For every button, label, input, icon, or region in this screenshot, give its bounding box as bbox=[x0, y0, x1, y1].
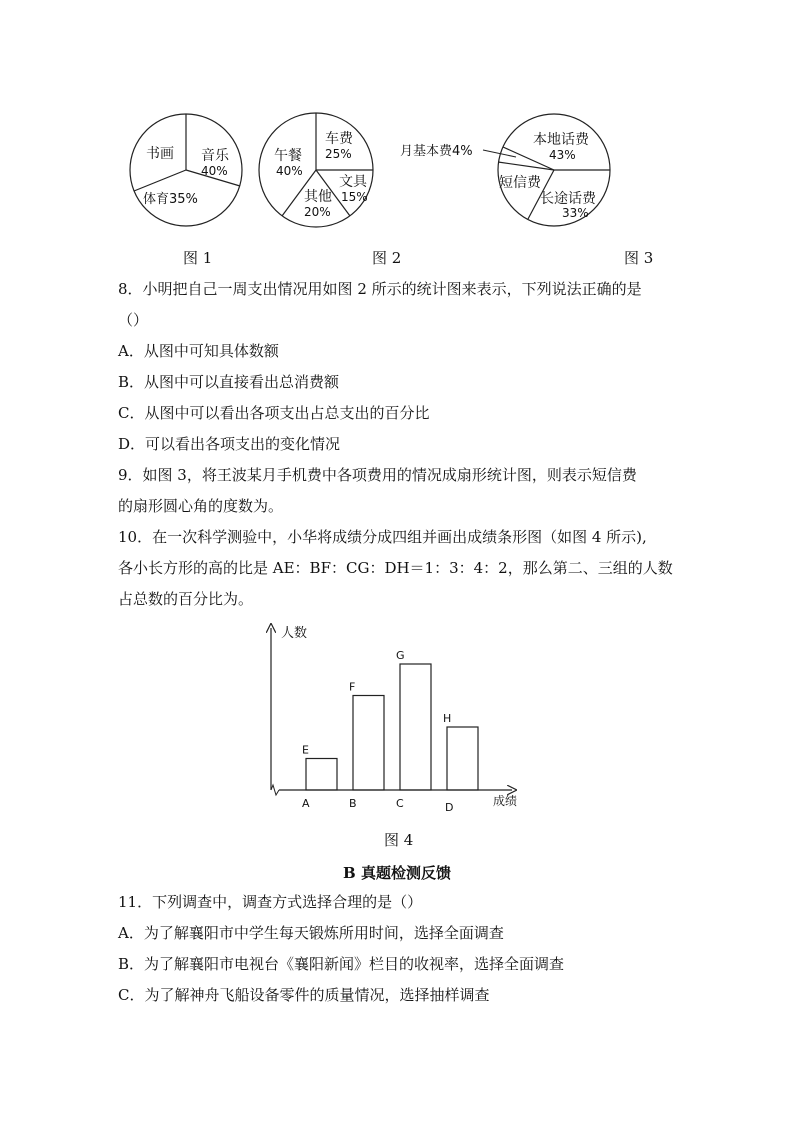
pie2-label-wucan-pct: 40% bbox=[276, 164, 303, 178]
pie2-label-qita-pct: 20% bbox=[304, 205, 331, 219]
q11-stem: 11．下列调查中，调查方式选择合理的是（） bbox=[118, 893, 423, 911]
y-axis-label: 人数 bbox=[281, 626, 308, 641]
pie3-label-duanxin: 短信费 bbox=[499, 175, 541, 191]
pie3-label-bendi-pct: 43% bbox=[549, 148, 576, 162]
category-label-C: C bbox=[396, 797, 404, 810]
pie2-label-wenju-pct: 15% bbox=[341, 190, 368, 204]
caption-fig2: 图 2 bbox=[372, 249, 402, 267]
q11-option-c: C．为了解神舟飞船设备零件的质量情况，选择抽样调查 bbox=[118, 986, 490, 1004]
bar-top-label-E: E bbox=[302, 743, 309, 757]
section-b-heading: B 真题检测反馈 bbox=[343, 864, 451, 882]
pie-chart-fig2 bbox=[259, 113, 373, 227]
bar-D bbox=[447, 727, 478, 790]
pie-charts-row bbox=[0, 0, 794, 240]
bar-B bbox=[353, 696, 384, 791]
q9-line1: 9．如图 3，将王波某月手机费中各项费用的情况成扇形统计图，则表示短信费 bbox=[118, 466, 637, 484]
pie1-label-tiyu: 体育35% bbox=[143, 192, 198, 207]
pie2-label-qita: 其他 bbox=[304, 189, 332, 205]
q8-option-d: D．可以看出各项支出的变化情况 bbox=[118, 435, 341, 453]
pie-chart-fig1 bbox=[130, 114, 242, 226]
x-axis-label: 成绩 bbox=[493, 794, 518, 808]
q8-option-c: C．从图中可以看出各项支出占总支出的百分比 bbox=[118, 404, 430, 422]
pie1-label-shuhua: 书画 bbox=[146, 146, 174, 162]
bar-top-label-G: G bbox=[396, 649, 405, 662]
q8-stem-line1: 8．小明把自己一周支出情况用如图 2 所示的统计图来表示，下列说法正确的是 bbox=[118, 280, 642, 298]
pie2-label-wucan: 午餐 bbox=[274, 148, 302, 164]
bar-C bbox=[400, 664, 431, 790]
caption-fig3: 图 3 bbox=[624, 249, 654, 267]
pie-chart-fig3 bbox=[400, 114, 610, 226]
q9-line2: 的扇形圆心角的度数为。 bbox=[118, 497, 284, 515]
pie1-label-yinyue-pct: 40% bbox=[201, 164, 228, 178]
q10-line1: 10．在一次科学测验中，小华将成绩分成四组并画出成绩条形图（如图 4 所示), bbox=[118, 528, 647, 546]
pie1-divider-left bbox=[134, 170, 186, 191]
category-label-A: A bbox=[302, 797, 310, 810]
axis-break-mark bbox=[271, 785, 279, 795]
q8-option-b: B．从图中可以直接看出总消费额 bbox=[118, 373, 340, 391]
bar-chart-fig4 bbox=[0, 620, 794, 820]
q8-stem-line2: （） bbox=[118, 311, 149, 329]
pie1-label-yinyue: 音乐 bbox=[201, 148, 229, 164]
pie3-label-yuejiben: 月基本费4% bbox=[400, 144, 473, 159]
q11-option-a: A．为了解襄阳市中学生每天锻炼所用时间，选择全面调查 bbox=[118, 924, 504, 942]
pie3-label-changtu-pct: 33% bbox=[562, 206, 589, 220]
caption-fig4: 图 4 bbox=[384, 831, 414, 849]
caption-fig1: 图 1 bbox=[183, 249, 213, 267]
bar-A bbox=[306, 759, 337, 791]
bar-top-label-F: F bbox=[349, 680, 356, 694]
bars-group bbox=[302, 649, 478, 814]
category-label-B: B bbox=[349, 797, 357, 810]
pie2-label-wenju: 文具 bbox=[339, 174, 367, 190]
category-label-D: D bbox=[445, 801, 454, 814]
pie2-label-chefei-pct: 25% bbox=[325, 147, 352, 161]
q8-option-a: A．从图中可知具体数额 bbox=[118, 342, 279, 360]
pie2-label-chefei: 车费 bbox=[325, 131, 353, 147]
pie3-label-changtu: 长途话费 bbox=[540, 191, 596, 207]
bar-top-label-H: H bbox=[443, 712, 452, 725]
q10-line3: 占总数的百分比为。 bbox=[118, 590, 254, 608]
pie3-label-bendi: 本地话费 bbox=[533, 132, 589, 148]
q11-option-b: B．为了解襄阳市电视台《襄阳新闻》栏目的收视率，选择全面调查 bbox=[118, 955, 565, 973]
q10-line2: 各小长方形的高的比是 AE：BF：CG：DH＝1：3：4：2，那么第二、三组的人数 bbox=[118, 559, 673, 577]
